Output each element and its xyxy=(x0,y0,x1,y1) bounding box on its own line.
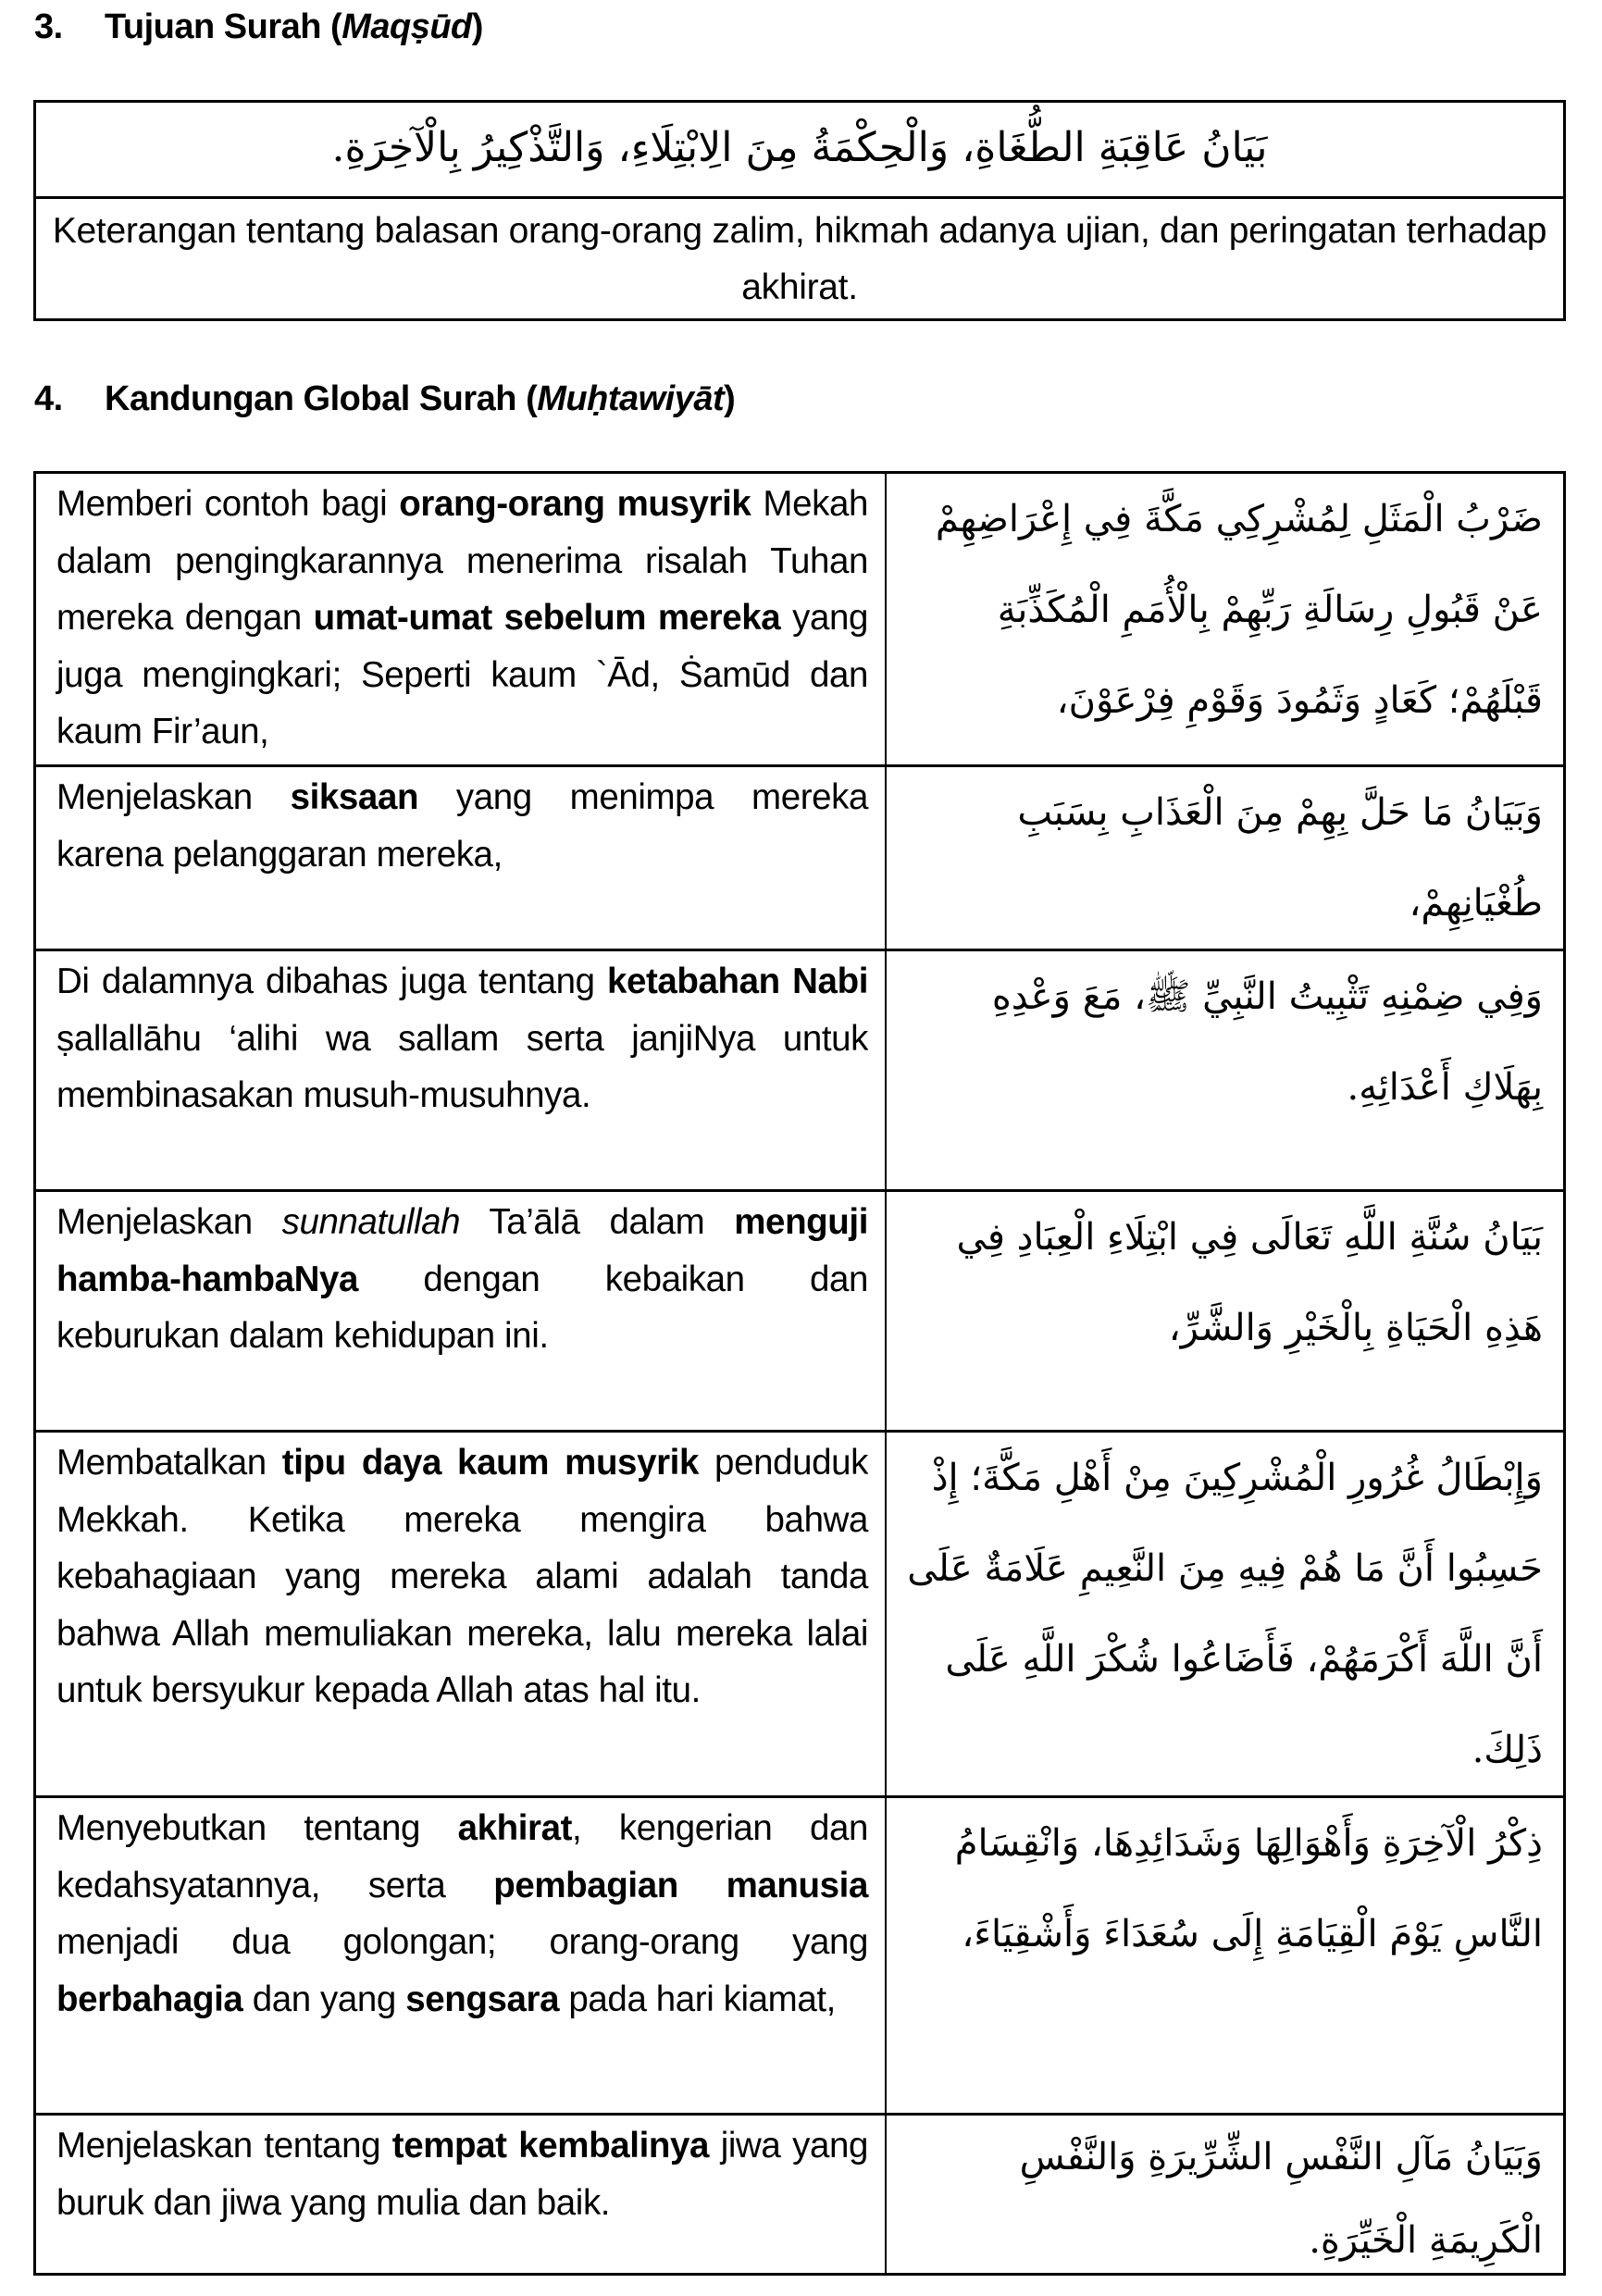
body-text: Membatalkan xyxy=(56,1443,282,1483)
section-4-title-italic: Muḥtawiyāt xyxy=(537,379,725,418)
emphasis-text: umat-umat sebelum mereka xyxy=(313,598,781,638)
body-text: menjadi dua golongan; orang-orang yang xyxy=(56,1922,868,1962)
arabic-cell: بَيَانُ سُنَّةِ اللَّهِ تَعَالَى فِي ابْتِلَاءِ الْعِبَادِ فِي هَذِهِ الْحَيَاةِ بِالْخَيْرِ وَالشَّرِّ، xyxy=(956,1216,1543,1349)
section-3-title-italic: Maqṣūd xyxy=(342,7,472,46)
body-text: Mekah dalam pengingkarannya menerima risalah Tuhan mereka dengan xyxy=(56,484,868,638)
body-text: pada hari kiamat, xyxy=(559,1979,836,2019)
section-4-title-prefix: Kandungan Global Surah ( xyxy=(105,379,538,418)
body-text: yang menimpa mereka karena pelanggaran mereka, xyxy=(56,777,869,875)
emphasis-text: sengsara xyxy=(405,1979,560,2019)
body-text: Ta’ālā dalam xyxy=(460,1202,735,1242)
body-text: Menjelaskan xyxy=(56,1202,282,1242)
table-row xyxy=(36,474,1563,767)
table-row xyxy=(36,2116,1563,2273)
table-row xyxy=(36,1433,1563,1798)
emphasis-text: menguji hamba-hambaNya xyxy=(56,1202,869,1299)
indonesian-cell xyxy=(36,767,887,949)
section-3-number: 3. xyxy=(34,7,63,46)
arabic-cell: وَإِبْطَالُ غُرُورِ الْمُشْرِكِينَ مِنْ أَهْلِ مَكَّةَ؛ إِذْ حَسِبُوا أَنَّ مَا هُمْ فِيهِ مِنَ النَّعِيمِ عَلَامَةٌ عَلَى أَنَّ اللَّهَ أَكْرَمَهُمْ، فَأَضَاعُوا شُكْرَ اللَّهِ عَلَى ذَلِكَ. xyxy=(907,1457,1543,1771)
emphasis-text: berbahagia xyxy=(56,1979,243,2019)
table-row xyxy=(36,1192,1563,1433)
section-3-heading xyxy=(34,6,483,48)
emphasis-text: tipu daya kaum musyrik xyxy=(281,1443,699,1483)
indonesian-cell xyxy=(36,951,887,1189)
body-text: Memberi contoh bagi xyxy=(56,484,400,524)
table-row xyxy=(36,767,1563,951)
emphasis-text: akhirat xyxy=(457,1808,573,1848)
indonesian-cell xyxy=(36,1798,887,2113)
arabic-cell: وَبَيَانُ مَآلِ النَّفْسِ الشِّرِّيرَةِ وَالنَّفْسِ الْكَرِيمَةِ الْخَيِّرَةِ. xyxy=(1019,2136,1543,2262)
table-row xyxy=(36,951,1563,1192)
section-3-title-suffix: ) xyxy=(471,7,483,46)
body-text: penduduk Mekkah. Ketika mereka mengira bahwa kebahagiaan yang mereka alami adalah tanda bahwa Allah memuliakan mereka, lalu mereka lalai untuk bersyukur kepada Allah atas hal itu. xyxy=(56,1443,868,1710)
emphasis-text: siksaan xyxy=(290,777,419,817)
section-4-heading xyxy=(34,378,735,420)
emphasis-text: pembagian manusia xyxy=(493,1865,868,1905)
body-text: Menyebutkan tentang xyxy=(56,1808,458,1848)
body-text: Di dalamnya dibahas juga tentang xyxy=(56,962,607,1001)
body-text: , kengerian dan kedahsyatannya, serta xyxy=(56,1808,868,1905)
italic-term: sunnatullah xyxy=(281,1202,461,1242)
arabic-cell: ذِكْرُ الْآخِرَةِ وَأَهْوَالِهَا وَشَدَائِدِهَا، وَانْقِسَامُ النَّاسِ يَوْمَ الْقِيَامَةِ إِلَى سُعَدَاءَ وَأَشْقِيَاءَ، xyxy=(954,1822,1543,1955)
indonesian-cell xyxy=(36,2116,887,2273)
arabic-cell: وَبَيَانُ مَا حَلَّ بِهِمْ مِنَ الْعَذَابِ بِسَبَبِ طُغْيَانِهِمْ، xyxy=(1017,791,1543,925)
body-text: ṣallallāhu ‘alihi wa sallam serta janjiNya untuk membinasakan musuh-musuhnya. xyxy=(56,1018,868,1115)
emphasis-text: tempat kembalinya xyxy=(391,2126,710,2166)
muhtawiyat-table xyxy=(33,471,1566,2276)
body-text: jiwa yang buruk dan jiwa yang mulia dan baik. xyxy=(56,2126,868,2223)
section-4-number: 4. xyxy=(34,379,63,418)
maqsud-table xyxy=(33,100,1566,321)
arabic-cell: ضَرْبُ الْمَثَلِ لِمُشْرِكِي مَكَّةَ فِي إِعْرَاضِهِمْ عَنْ قَبُولِ رِسَالَةِ رَبِّهِمْ بِالْأُمَمِ الْمُكَذِّبَةِ قَبْلَهُمْ؛ كَعَادٍ وَثَمُودَ وَقَوْمِ فِرْعَوْنَ، xyxy=(935,498,1543,722)
section-3-title-prefix: Tujuan Surah ( xyxy=(105,7,342,46)
indonesian-cell xyxy=(36,474,887,764)
maqsud-translation: Keterangan tentang balasan orang-orang zalim, hikmah adanya ujian, dan peringatan terhadap akhirat. xyxy=(52,211,1547,307)
indonesian-cell xyxy=(36,1433,887,1795)
body-text: yang juga mengingkari; Seperti kaum `Ād, Ṡamūd dan kaum Fir’aun, xyxy=(56,598,868,751)
section-4-title-suffix: ) xyxy=(724,379,736,418)
maqsud-arabic: بَيَانُ عَاقِبَةِ الطُّغَاةِ، وَالْحِكْمَةُ مِنَ الِابْتِلَاءِ، وَالتَّذْكِيرُ بِالْآخِرَةِ. xyxy=(36,103,1563,199)
body-text: Menjelaskan tentang xyxy=(56,2126,392,2166)
table-row xyxy=(36,1798,1563,2116)
indonesian-cell xyxy=(36,1192,887,1430)
body-text: dan yang xyxy=(242,1979,406,2019)
arabic-cell: وَفِي ضِمْنِهِ تَثْبِيتُ النَّبِيِّ ﷺ، مَعَ وَعْدِهِ بِهَلَاكِ أَعْدَائِهِ. xyxy=(991,975,1543,1109)
body-text: Menjelaskan xyxy=(56,777,291,817)
emphasis-text: orang-orang musyrik xyxy=(399,484,751,524)
body-text: dengan kebaikan dan keburukan dalam kehidupan ini. xyxy=(56,1259,868,1356)
emphasis-text: ketabahan Nabi xyxy=(606,962,868,1001)
